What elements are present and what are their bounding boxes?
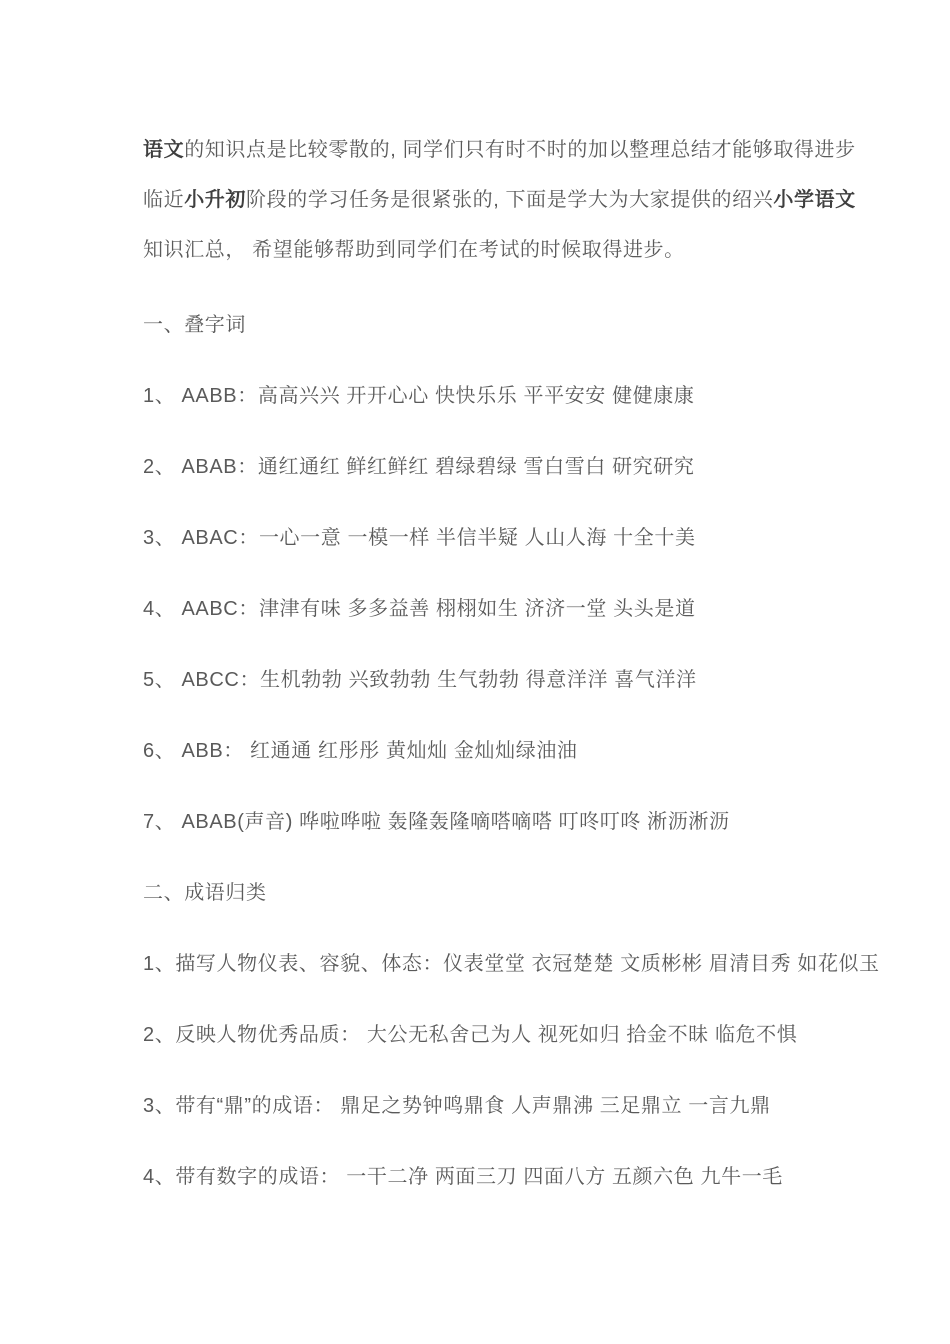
intro-paragraph-line-1: [143, 125, 856, 175]
list-item-1-1: 1、 AABB：高高兴兴 开开心心 快快乐乐 平平安安 健健康康: [143, 385, 695, 407]
section-2-heading: 二、成语归类: [143, 882, 267, 904]
list-item-2-3: 3、带有“鼎”的成语： 鼎足之势钟鸣鼎食 人声鼎沸 三足鼎立 一言九鼎: [143, 1095, 771, 1117]
intro-bold-term: 小学语文: [773, 189, 856, 211]
intro-bold-term: 语文: [143, 139, 185, 161]
intro-text: 知识汇总， 希望能够帮助到同学们在考试的时候取得进步。: [143, 239, 685, 261]
intro-text: 的知识点是比较零散的, 同学们只有时不时的加以整理总结才能够取得进步: [184, 139, 856, 161]
intro-paragraph-line-3: [143, 225, 832, 275]
list-item-2-1: 1、描写人物仪表、容貌、体态：仪表堂堂 衣冠楚楚 文质彬彬 眉清目秀 如花似玉: [143, 953, 880, 975]
list-item-1-6: 6、 ABB： 红通通 红彤彤 黄灿灿 金灿灿绿油油: [143, 740, 578, 762]
list-item-2-4: 4、带有数字的成语： 一干二净 两面三刀 四面八方 五颜六色 九牛一毛: [143, 1166, 783, 1188]
intro-text: 临近: [143, 189, 185, 211]
list-item-1-7: 7、 ABAB(声音) 哗啦哗啦 轰隆轰隆嘀嗒嘀嗒 叮咚叮咚 淅沥淅沥: [143, 811, 730, 833]
section-1-heading: 一、叠字词: [143, 314, 246, 336]
list-item-2-2: 2、反映人物优秀品质： 大公无私舍己为人 视死如归 拾金不昧 临危不惧: [143, 1024, 798, 1046]
intro-paragraph-line-2: [143, 175, 856, 225]
list-item-1-5: 5、 ABCC：生机勃勃 兴致勃勃 生气勃勃 得意洋洋 喜气洋洋: [143, 669, 697, 691]
list-item-1-3: 3、 ABAC：一心一意 一模一样 半信半疑 人山人海 十全十美: [143, 527, 696, 549]
list-item-1-2: 2、 ABAB：通红通红 鲜红鲜红 碧绿碧绿 雪白雪白 研究研究: [143, 456, 695, 478]
intro-bold-term: 小升初: [184, 189, 247, 211]
intro-text: 阶段的学习任务是很紧张的, 下面是学大为大家提供的绍兴: [246, 189, 774, 211]
list-item-1-4: 4、 AABC：津津有味 多多益善 栩栩如生 济济一堂 头头是道: [143, 598, 696, 620]
